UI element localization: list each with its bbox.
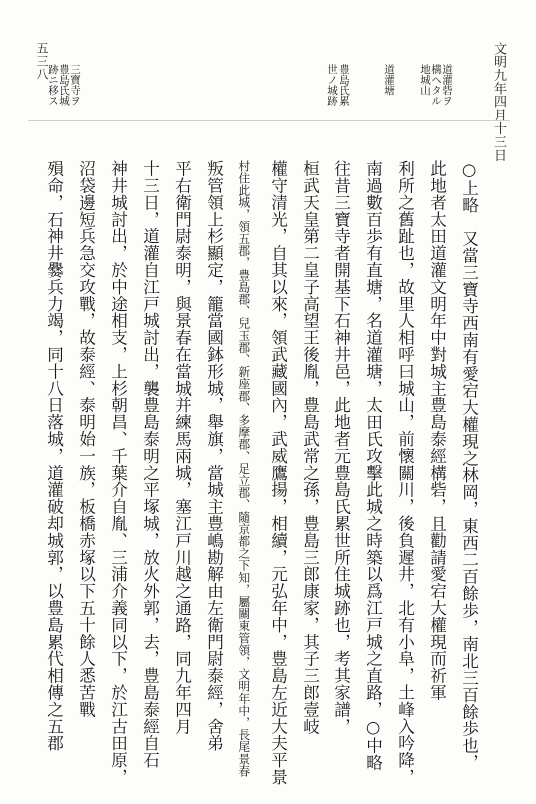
body-line: 神井城討出，於中途相支，上杉朝昌、千葉介自胤、三浦介義同以下，於江古田原， xyxy=(108,160,128,786)
headnote-line: 豊島氏累 xyxy=(338,64,351,106)
body-line: 往昔三寶寺者開基下石神井邑，此地者元豊島氏累世所住城跡也，考其家譜， xyxy=(331,160,351,735)
headnote-line: 世ノ城跡 xyxy=(326,64,339,106)
headnote-line: 構ヘタル xyxy=(430,64,443,106)
headnote-line: 跡ニ移ス xyxy=(47,64,60,106)
body-line: 殞命，石神井爨兵力竭，同十八日落城，道灌破却城郭，以豊島累代相傳之五郡 xyxy=(44,160,64,752)
body-line: 利所之舊趾也，故里人相呼曰城山，前懷關川，後負遲井，北有小阜，土峰入吟降， xyxy=(395,160,415,786)
headnote-line: 豊島氏城 xyxy=(58,64,71,106)
body-line: 權守清光，自其以來，領武藏國內，武威鷹揚，相續，元弘年中，豊島左近大夫平景 xyxy=(268,160,288,786)
body-line: 桓武天皇第二皇子高望王後胤，豊島武常之孫，豊島三郎康家，其子三郎壹岐 xyxy=(300,160,320,735)
body-line: 平右衛門尉泰明，與景春在當城并練馬兩城，塞江戸川越之通路，同九年四月 xyxy=(172,160,192,735)
body-line: 十三日，道灌自江戸城討出，襲豊島泰明之平塚城，放火外郭，去，豊島泰經自石 xyxy=(140,160,160,769)
running-head-date: 文明九年四月十三日 xyxy=(491,42,506,162)
headnote-line: 道灌塘 xyxy=(383,64,396,96)
body-line: 南過數百歩有直塘，名道灌塘，太田氏攻擊此城之時築以爲江戸城之直路，○中略 xyxy=(363,160,383,771)
body-line: 此地者太田道灌文明年中對城主豊島泰經構砦，且勸請愛宕大權現而祈軍 xyxy=(427,160,447,701)
headnote-line: 地城山 xyxy=(419,64,432,96)
body-line: 叛管領上杉顯定，籠當國鉢形城，舉旗，當城主豊嶋勘解由左衛門尉泰經，舍弟 xyxy=(204,160,224,752)
body-line: 沼袋邊短兵急交攻戰，故泰經、泰明始一族，板橋赤塚以下五十餘人悉苦戰 xyxy=(76,160,96,718)
page-number: 五三八 xyxy=(35,42,49,81)
headnote-line: 道灌砦ヲ xyxy=(441,64,454,106)
body-line: ○上略 又當三寶寺西南有愛宕大權現之林岡，東西二百餘歩，南北三百餘歩也， xyxy=(459,160,479,771)
body-line: 村住此城，領五郡，豊島郡、兒玉郡、新座郡、多摩郡、足立郡、隨京都之下知，屬關東管領，文明年中，長尾景春 xyxy=(236,160,251,778)
headnote-divider xyxy=(28,120,510,121)
headnote-line: 三寶寺ヲ xyxy=(69,64,82,106)
